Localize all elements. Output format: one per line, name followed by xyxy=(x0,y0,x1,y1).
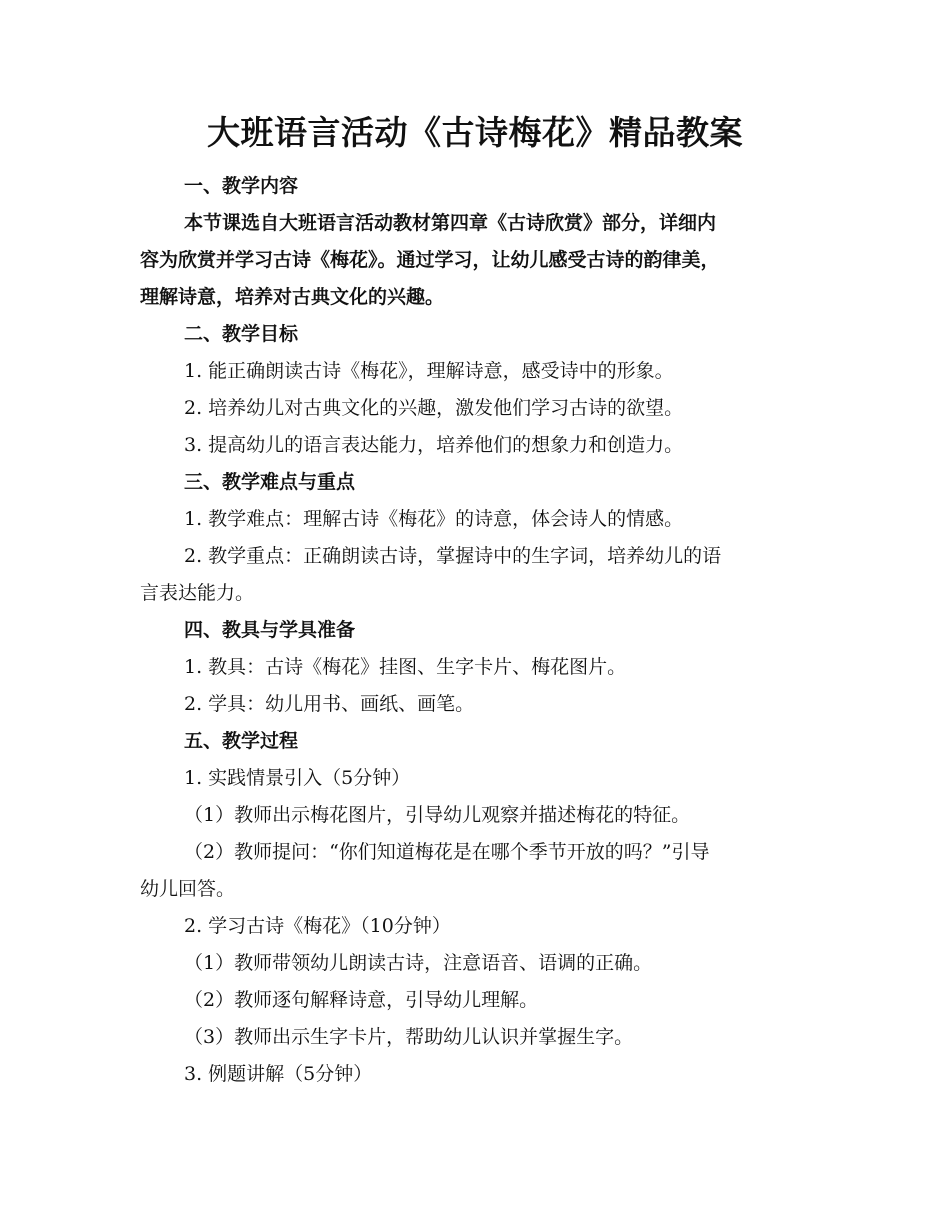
list-item: 3. 提高幼儿的语言表达能力，培养他们的想象力和创造力。 xyxy=(184,434,684,456)
paragraph-line: 容为欣赏并学习古诗《梅花》。通过学习，让幼儿感受古诗的韵律美， xyxy=(140,249,720,271)
list-item: 2. 学具：幼儿用书、画纸、画笔。 xyxy=(184,693,475,715)
sub-item: （2）教师逐句解释诗意，引导幼儿理解。 xyxy=(184,989,539,1011)
list-item: 2. 教学重点：正确朗读古诗，掌握诗中的生字词，培养幼儿的语 xyxy=(184,545,722,567)
paragraph-line: 幼儿回答。 xyxy=(140,878,236,900)
paragraph-line: 言表达能力。 xyxy=(140,582,255,604)
sub-item: （3）教师出示生字卡片，帮助幼儿认识并掌握生字。 xyxy=(184,1026,634,1048)
section-heading-goals: 二、教学目标 xyxy=(184,323,299,345)
section-heading-materials: 四、教具与学具准备 xyxy=(184,619,356,641)
list-item: 2. 培养幼儿对古典文化的兴趣，激发他们学习古诗的欲望。 xyxy=(184,397,684,419)
section-heading-content: 一、教学内容 xyxy=(184,175,299,197)
list-item: 1. 实践情景引入（5分钟） xyxy=(184,767,411,789)
list-item: 2. 学习古诗《梅花》（10分钟） xyxy=(184,915,451,937)
list-item: 1. 能正确朗读古诗《梅花》，理解诗意，感受诗中的形象。 xyxy=(184,360,674,382)
list-item: 1. 教学难点：理解古诗《梅花》的诗意，体会诗人的情感。 xyxy=(184,508,684,530)
paragraph-line: 理解诗意，培养对古典文化的兴趣。 xyxy=(140,286,445,308)
sub-item: （2）教师提问：“你们知道梅花是在哪个季节开放的吗？”引导 xyxy=(184,841,710,863)
list-item: 3. 例题讲解（5分钟） xyxy=(184,1063,373,1085)
sub-item: （1）教师带领幼儿朗读古诗，注意语音、语调的正确。 xyxy=(184,952,653,974)
section-heading-process: 五、教学过程 xyxy=(184,730,299,752)
list-item: 1. 教具：古诗《梅花》挂图、生字卡片、梅花图片。 xyxy=(184,656,627,678)
paragraph-line: 本节课选自大班语言活动教材第四章《古诗欣赏》部分，详细内 xyxy=(184,212,717,234)
section-heading-difficulty: 三、教学难点与重点 xyxy=(184,471,356,493)
document-title: 大班语言活动《古诗梅花》精品教案 xyxy=(207,113,743,152)
sub-item: （1）教师出示梅花图片，引导幼儿观察并描述梅花的特征。 xyxy=(184,804,691,826)
